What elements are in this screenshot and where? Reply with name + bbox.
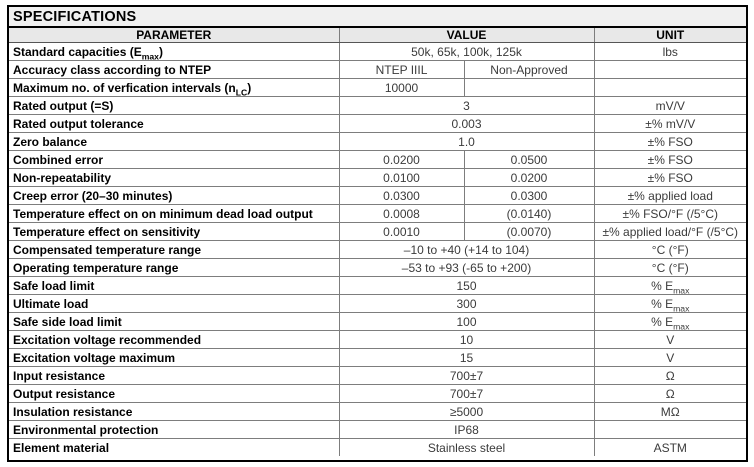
value-cell: IP68 — [339, 421, 594, 439]
table-row — [9, 385, 746, 403]
table-row — [9, 403, 746, 421]
value-cell: 0.0300 — [339, 187, 464, 205]
value-cell: 0.0100 — [339, 169, 464, 187]
specifications-table — [7, 5, 748, 462]
unit-cell: °C (°F) — [594, 241, 746, 259]
table-row — [9, 277, 746, 295]
param-cell: Ultimate load — [9, 295, 339, 313]
value-cell: 50k, 65k, 100k, 125k — [339, 43, 594, 61]
value-cell: (0.0140) — [464, 205, 594, 223]
unit-cell: mV/V — [594, 97, 746, 115]
table-row — [9, 169, 746, 187]
value-cell: Non-Approved — [464, 61, 594, 79]
table-row — [9, 223, 746, 241]
unit-cell: ±% applied load — [594, 187, 746, 205]
unit-cell: Ω — [594, 367, 746, 385]
value-cell: 0.003 — [339, 115, 594, 133]
header-row — [9, 27, 746, 43]
table-row — [9, 349, 746, 367]
title-row — [9, 7, 746, 27]
table-row — [9, 79, 746, 97]
value-cell: 10000 — [339, 79, 464, 97]
unit-cell — [594, 421, 746, 439]
value-cell: 150 — [339, 277, 594, 295]
value-cell: 3 — [339, 97, 594, 115]
unit-cell — [594, 79, 746, 97]
param-cell: Safe side load limit — [9, 313, 339, 331]
table-row — [9, 241, 746, 259]
param-cell: Element material — [9, 439, 339, 457]
value-cell: 10 — [339, 331, 594, 349]
value-cell: 0.0500 — [464, 151, 594, 169]
param-cell: Safe load limit — [9, 277, 339, 295]
unit-cell: V — [594, 349, 746, 367]
param-cell: Rated output (=S) — [9, 97, 339, 115]
param-cell: Temperature effect on sensitivity — [9, 223, 339, 241]
table-row — [9, 331, 746, 349]
param-cell: Insulation resistance — [9, 403, 339, 421]
value-cell: 0.0300 — [464, 187, 594, 205]
value-cell: 1.0 — [339, 133, 594, 151]
param-cell: Rated output tolerance — [9, 115, 339, 133]
value-cell: 0.0008 — [339, 205, 464, 223]
table-row — [9, 295, 746, 313]
unit-cell: V — [594, 331, 746, 349]
value-cell: 0.0200 — [339, 151, 464, 169]
param-cell: Accuracy class according to NTEP — [9, 61, 339, 79]
value-cell: 0.0010 — [339, 223, 464, 241]
table-row — [9, 421, 746, 439]
param-cell: Input resistance — [9, 367, 339, 385]
unit-cell: ±% mV/V — [594, 115, 746, 133]
unit-cell: MΩ — [594, 403, 746, 421]
unit-cell: ±% FSO — [594, 169, 746, 187]
param-cell: Output resistance — [9, 385, 339, 403]
value-cell: 100 — [339, 313, 594, 331]
value-cell: 15 — [339, 349, 594, 367]
value-cell: 700±7 — [339, 367, 594, 385]
unit-cell: lbs — [594, 43, 746, 61]
unit-cell: % $E_{max}$ — [594, 295, 746, 313]
column-header-parameter: PARAMETER — [9, 27, 339, 43]
table-row — [9, 97, 746, 115]
value-cell — [464, 79, 594, 97]
unit-cell: ±% FSO/°F (/5°C) — [594, 205, 746, 223]
unit-cell: °C (°F) — [594, 259, 746, 277]
param-cell: Temperature effect on on minimum dead load output — [9, 205, 339, 223]
unit-cell — [594, 61, 746, 79]
param-cell: Excitation voltage maximum — [9, 349, 339, 367]
param-cell: Environmental protection — [9, 421, 339, 439]
table-row — [9, 205, 746, 223]
value-cell: ≥5000 — [339, 403, 594, 421]
value-cell: Stainless steel — [339, 439, 594, 457]
param-cell: Compensated temperature range — [9, 241, 339, 259]
table-row — [9, 133, 746, 151]
table-row — [9, 439, 746, 457]
value-cell: (0.0070) — [464, 223, 594, 241]
table-row — [9, 367, 746, 385]
param-cell: Combined error — [9, 151, 339, 169]
unit-cell: % $E_{max}$ — [594, 313, 746, 331]
param-cell: Standard capacities $(E_{max})$ — [9, 43, 339, 61]
column-header-value: VALUE — [339, 27, 594, 43]
table-row — [9, 43, 746, 61]
table-row — [9, 259, 746, 277]
column-header-unit: UNIT — [594, 27, 746, 43]
table-row — [9, 151, 746, 169]
value-cell: 700±7 — [339, 385, 594, 403]
param-cell: Zero balance — [9, 133, 339, 151]
value-cell: –10 to +40 (+14 to 104) — [339, 241, 594, 259]
table-row — [9, 187, 746, 205]
param-cell: Creep error (20–30 minutes) — [9, 187, 339, 205]
param-cell: Maximum no. of verfication intervals $(n_{LC})$ — [9, 79, 339, 97]
param-cell: Non-repeatability — [9, 169, 339, 187]
table-title: SPECIFICATIONS — [9, 7, 746, 27]
value-cell: 300 — [339, 295, 594, 313]
param-cell: Operating temperature range — [9, 259, 339, 277]
table-row — [9, 61, 746, 79]
unit-cell: % $E_{max}$ — [594, 277, 746, 295]
value-cell: NTEP IIIL — [339, 61, 464, 79]
unit-cell: ±% FSO — [594, 151, 746, 169]
unit-cell: Ω — [594, 385, 746, 403]
table-row — [9, 313, 746, 331]
unit-cell: ±% FSO — [594, 133, 746, 151]
value-cell: 0.0200 — [464, 169, 594, 187]
param-cell: Excitation voltage recommended — [9, 331, 339, 349]
unit-cell: ASTM — [594, 439, 746, 457]
value-cell: –53 to +93 (-65 to +200) — [339, 259, 594, 277]
unit-cell: ±% applied load/°F (/5°C) — [594, 223, 746, 241]
table-row — [9, 115, 746, 133]
